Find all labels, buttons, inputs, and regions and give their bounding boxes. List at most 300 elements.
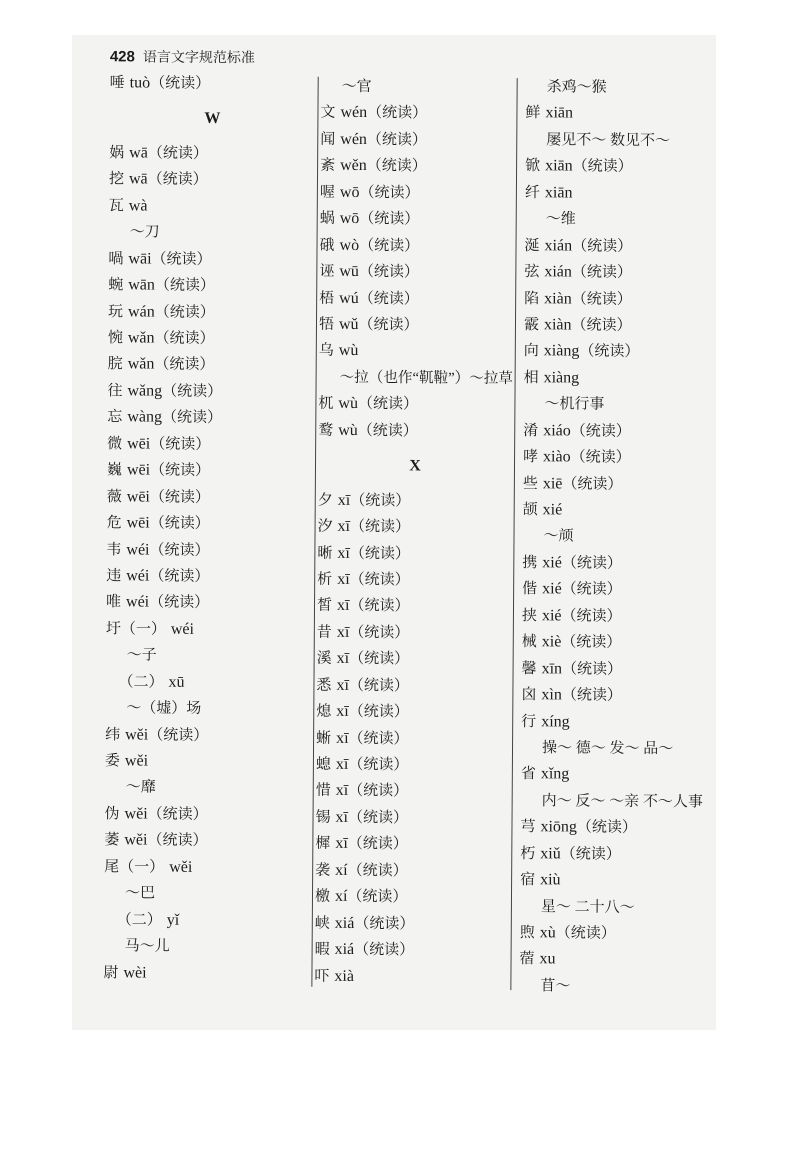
headword: 乌 (318, 343, 334, 360)
pinyin: wán (128, 302, 155, 321)
dictionary-row (319, 312, 513, 340)
pinyin: wà (128, 197, 148, 215)
headword: 委 (104, 753, 121, 770)
row-line (118, 669, 184, 696)
dictionary-row (522, 576, 711, 604)
dictionary-row (524, 365, 713, 393)
row-line (108, 325, 215, 352)
dictionary-row (519, 973, 708, 1001)
headword: 馨 (521, 660, 537, 677)
usage-note: （统读） (358, 316, 419, 334)
usage-note: （统读） (347, 809, 409, 827)
usage-note: （统读） (349, 519, 411, 536)
usage-note: （统读） (148, 727, 209, 744)
dictionary-row (105, 775, 311, 803)
row-line (108, 272, 215, 299)
headword: 煦 (519, 925, 535, 942)
pinyin: xià (334, 967, 355, 985)
headword: 芎 (520, 819, 536, 836)
pinyin: xié (542, 580, 562, 598)
row-line (546, 206, 576, 233)
dictionary-row (104, 801, 310, 829)
headword: 鲜 (525, 105, 541, 122)
pinyin: wǔ (338, 315, 359, 333)
example-text: 杀鸡～猴 (546, 79, 607, 96)
headword: 萎 (104, 832, 120, 849)
dictionary-row (319, 285, 513, 313)
row-line (315, 937, 415, 964)
usage-note: （统读） (149, 568, 210, 585)
usage-note: （统读） (348, 783, 409, 800)
usage-note: （统读） (571, 264, 632, 281)
headword: 瓦 (108, 198, 124, 215)
headword: 朽 (520, 845, 536, 862)
dictionary-row (320, 100, 514, 128)
usage-note: （统读） (579, 343, 640, 361)
row-line (522, 576, 622, 603)
dictionary-row (521, 682, 710, 710)
headword: 危 (106, 515, 122, 532)
dictionary-row (106, 616, 312, 644)
headword: 囟 (521, 687, 537, 704)
pinyin: xiān (545, 157, 573, 175)
headword: 娲 (109, 145, 125, 162)
usage-note: （统读） (154, 330, 215, 348)
headword: 喔 (319, 184, 335, 201)
row-line (522, 550, 622, 577)
row-line (319, 338, 359, 365)
row-line (106, 616, 194, 643)
headword: 熄 (316, 703, 332, 720)
dictionary-row (107, 484, 313, 512)
headword: 颉 (522, 502, 538, 519)
row-line (319, 259, 419, 286)
dictionary-row (519, 947, 708, 975)
dictionary-row (523, 444, 712, 472)
dictionary-row (319, 259, 513, 287)
pinyin: xiàn (544, 289, 572, 307)
pinyin: wěi (124, 752, 149, 770)
headword: 玩 (108, 303, 124, 320)
pinyin: xié (542, 501, 563, 519)
pinyin: wō (339, 183, 360, 201)
row-line (317, 567, 410, 594)
usage-note: （统读） (162, 383, 223, 400)
dictionary-row (520, 894, 709, 922)
reading-number: （二） (116, 911, 162, 929)
headword: 皙 (316, 598, 333, 615)
usage-note: （统读） (147, 171, 208, 189)
row-line (107, 484, 210, 511)
reading-number: （一） (120, 621, 166, 638)
row-line (106, 537, 209, 564)
example-text: ～刀 (129, 224, 160, 241)
row-line (523, 418, 631, 445)
pinyin: wù (338, 395, 359, 413)
headword: 闻 (320, 131, 336, 148)
row-line (317, 646, 410, 673)
row-line (316, 725, 409, 752)
row-line (521, 682, 622, 709)
row-line (109, 140, 208, 167)
headword: 违 (106, 568, 122, 585)
headword: 纤 (524, 184, 540, 202)
dictionary-row (525, 206, 714, 234)
row-line (125, 881, 155, 908)
row-line (315, 805, 408, 832)
pinyin: xī (337, 570, 350, 588)
pinyin: xī (337, 491, 351, 509)
dictionary-row (521, 735, 710, 763)
pinyin: wěi (125, 725, 149, 744)
dictionary-row (520, 920, 709, 948)
usage-note: （统读） (561, 581, 622, 599)
row-line (543, 524, 573, 551)
pinyin: yǐ (166, 911, 180, 929)
usage-note: （统读） (348, 677, 410, 695)
row-line (319, 232, 419, 259)
dictionary-row (318, 417, 512, 445)
row-line (103, 960, 146, 987)
row-line (544, 392, 604, 419)
usage-note: （统读） (358, 290, 419, 307)
pinyin: xiōng (540, 818, 578, 836)
pinyin: xu (539, 950, 556, 968)
row-line (126, 696, 201, 723)
example-text: ～靡 (125, 779, 156, 797)
row-line (524, 286, 632, 313)
headword: 锨 (525, 158, 541, 175)
usage-note: （统读） (555, 925, 616, 942)
row-line (409, 444, 421, 488)
dictionary-row (108, 272, 314, 300)
headword: 薇 (106, 488, 122, 505)
dictionary-row (107, 431, 313, 459)
usage-note: （统读） (150, 75, 211, 92)
row-line (520, 920, 616, 947)
row-line (318, 417, 418, 444)
headword: 脘 (107, 356, 123, 373)
row-line (317, 540, 410, 567)
row-line (316, 699, 409, 726)
dictionary-row (105, 722, 311, 750)
dictionary-row (520, 814, 709, 842)
row-line (107, 405, 222, 432)
headword: 蓿 (519, 951, 535, 968)
dictionary-row (317, 620, 511, 648)
dictionary-row (524, 312, 713, 340)
pinyin: wǎn (127, 355, 155, 374)
headword: 樨 (315, 836, 331, 853)
headword: 吓 (314, 968, 330, 985)
headword: 行 (521, 713, 537, 730)
row-line (107, 457, 210, 484)
headword: 锡 (315, 809, 331, 826)
row-line (547, 74, 607, 101)
dictionary-row (320, 153, 514, 181)
row-line (521, 762, 570, 789)
dictionary-row (317, 567, 511, 595)
row-line (109, 193, 148, 220)
headword: 惜 (315, 783, 331, 800)
headword: 檄 (314, 888, 331, 906)
pinyin: xiàn (543, 316, 572, 334)
dictionary-row (317, 593, 511, 621)
dictionary-row (315, 884, 509, 912)
usage-note: （统读） (347, 889, 408, 906)
usage-note: （统读） (354, 942, 415, 959)
pinyin: wǎn (127, 329, 155, 347)
row-line (317, 593, 410, 620)
example-text: 星～ 二十八～ (540, 898, 635, 916)
row-line (320, 179, 420, 206)
dictionary-row (106, 537, 312, 565)
pinyin: wā (128, 170, 148, 188)
dictionary-row (104, 880, 310, 908)
row-line (542, 735, 673, 762)
row-line (541, 894, 635, 921)
headword: 纬 (105, 726, 121, 743)
dictionary-row (106, 643, 312, 671)
row-line (318, 487, 411, 514)
row-line (110, 70, 211, 97)
dictionary-row (108, 299, 314, 327)
row-line (106, 563, 209, 590)
dictionary-row (320, 127, 514, 155)
headword: 梧 (319, 290, 335, 307)
row-line (521, 709, 570, 736)
usage-note: （统读） (150, 462, 211, 480)
row-line (125, 933, 170, 960)
example-text: 操～ 德～ 发～ 品～ (541, 740, 674, 758)
dictionary-row (106, 510, 312, 538)
row-line (319, 312, 419, 339)
usage-note: （统读） (347, 862, 408, 880)
headword: 涎 (524, 237, 540, 254)
headword: 霰 (523, 317, 540, 334)
dictionary-row (525, 101, 714, 129)
pinyin: wú (339, 289, 359, 307)
reading-number: （二） (118, 674, 164, 691)
pinyin: xiàng (543, 342, 580, 360)
headword: 悉 (316, 677, 332, 694)
row-line (522, 603, 622, 630)
usage-note: （统读） (571, 317, 632, 334)
dictionary-row (316, 752, 510, 780)
usage-note: （统读） (349, 624, 410, 642)
dictionary-row (109, 140, 315, 168)
row-line (320, 127, 427, 154)
headword: 夕 (317, 492, 333, 509)
dictionary-row (523, 497, 712, 525)
usage-note: （统读） (561, 687, 622, 704)
dictionary-row (316, 725, 510, 753)
row-line (320, 206, 420, 233)
usage-note: （统读） (359, 184, 420, 202)
usage-note: （统读） (349, 545, 410, 562)
pinyin: xī (336, 597, 350, 615)
usage-note: （统读） (349, 598, 410, 615)
row-line (106, 510, 209, 537)
example-text: ～子 (126, 647, 157, 664)
row-line (524, 259, 632, 286)
headword: 挖 (108, 171, 125, 188)
row-line (315, 831, 408, 858)
headword: 牾 (318, 316, 335, 333)
pinyin: wěi (124, 831, 148, 849)
row-line (107, 378, 222, 405)
pinyin: xū (168, 673, 185, 691)
pinyin: wéi (125, 593, 150, 611)
pinyin: xié (542, 554, 562, 572)
example-text: 屡见不～ 数见不～ (546, 132, 671, 150)
pinyin: xíng (541, 712, 570, 730)
dictionary-row (104, 907, 310, 935)
usage-note: （统读） (560, 846, 621, 863)
usage-note: （统读） (348, 730, 409, 747)
dictionary-row (525, 180, 714, 208)
pinyin: wù (338, 421, 358, 439)
usage-note: （统读） (366, 131, 428, 149)
row-line (519, 947, 555, 974)
usage-note: （统读） (154, 357, 215, 374)
pinyin: wēi (126, 488, 150, 506)
pinyin: xī (335, 755, 349, 773)
row-line (108, 352, 215, 379)
headword: 巍 (106, 462, 123, 479)
dictionary-row (315, 910, 509, 938)
usage-note: （统读） (147, 145, 208, 162)
dictionary-row (105, 695, 311, 723)
pinyin: wū (339, 262, 359, 281)
pinyin: xiàng (543, 369, 580, 387)
dictionary-row (317, 646, 511, 674)
pinyin: wéi (170, 620, 195, 638)
headword: 蜿 (108, 277, 124, 294)
usage-note: （统读） (149, 542, 210, 559)
pinyin: xiān (544, 184, 573, 202)
dictionary-row (523, 391, 712, 419)
row-line (104, 828, 207, 855)
headword: 韦 (106, 541, 122, 558)
row-line (317, 514, 410, 541)
section-letter-row (109, 97, 315, 142)
pinyin: xián (544, 263, 572, 281)
row-line (540, 973, 570, 1000)
pinyin: wěi (124, 805, 148, 823)
dictionary-row (524, 259, 713, 287)
dictionary-row (521, 788, 710, 816)
pinyin: xián (544, 236, 573, 255)
dictionary-row (525, 153, 714, 181)
pinyin: wěi (169, 858, 193, 876)
page-number: 428 (109, 48, 135, 66)
row-line (316, 752, 409, 779)
dictionary-row (524, 339, 713, 367)
usage-note: （统读） (572, 158, 633, 176)
row-line (520, 867, 561, 894)
dictionary-row (526, 74, 715, 102)
section-letter-row (318, 444, 512, 489)
headword: 螅 (315, 756, 331, 773)
dictionary-row (108, 352, 314, 380)
pinyin: wéi (126, 540, 150, 559)
row-line (319, 285, 419, 312)
dictionary-row (522, 629, 711, 657)
pinyin: wéi (126, 567, 150, 585)
usage-note: （统读） (561, 555, 622, 572)
dictionary-row (525, 127, 714, 155)
column-3 (519, 74, 714, 1001)
running-title: 语言文字规范标准 (142, 50, 255, 67)
example-text: ～官 (341, 78, 372, 96)
headword: 唾 (109, 75, 125, 92)
headword: 淆 (523, 422, 539, 439)
headword: 蜗 (319, 210, 335, 228)
usage-note: （统读） (357, 422, 418, 440)
dictionary-row (107, 457, 313, 485)
pinyin: wā (129, 144, 148, 162)
dictionary-row (104, 828, 310, 856)
headword: 尉 (103, 964, 119, 981)
dictionary-row (317, 540, 511, 568)
usage-note: （统读） (367, 105, 428, 122)
pinyin: xiào (543, 448, 571, 466)
row-line (520, 841, 621, 868)
headword: 汐 (317, 518, 333, 535)
row-line (130, 220, 160, 247)
dictionary-row (315, 831, 509, 859)
row-line (546, 127, 670, 154)
section-letter: W (204, 110, 221, 128)
row-line (318, 391, 418, 418)
row-line (105, 748, 148, 775)
usage-note: （统读） (366, 158, 427, 175)
headword: 些 (522, 475, 538, 492)
usage-note: （统读） (349, 651, 410, 668)
row-line (105, 722, 208, 749)
dictionary-row (109, 193, 315, 221)
headword: 偕 (522, 581, 538, 598)
dictionary-row (524, 286, 713, 314)
pinyin: xiù (540, 871, 561, 889)
dictionary-row (109, 220, 315, 248)
usage-note: （统读） (147, 832, 208, 850)
usage-note: （统读） (359, 211, 420, 228)
row-line (315, 910, 415, 937)
row-line (342, 74, 372, 101)
row-line (521, 656, 622, 683)
row-line (525, 180, 573, 207)
headword: 哮 (523, 449, 539, 466)
row-line (315, 884, 408, 911)
row-line (107, 431, 210, 458)
headword: 蜥 (316, 730, 332, 747)
dictionary-row (105, 748, 311, 776)
dictionary-row (103, 960, 309, 988)
pinyin: xī (335, 835, 348, 853)
usage-note: （统读） (357, 396, 419, 413)
row-line (340, 365, 513, 393)
dictionary-row (107, 405, 313, 433)
usage-note: （统读） (150, 436, 211, 453)
headword: 鹜 (318, 422, 334, 439)
dictionary-row (521, 762, 710, 790)
pinyin: tuò (129, 74, 151, 92)
dictionary-row (522, 524, 711, 552)
usage-note: （统读） (354, 915, 415, 933)
column-2 (314, 74, 514, 991)
